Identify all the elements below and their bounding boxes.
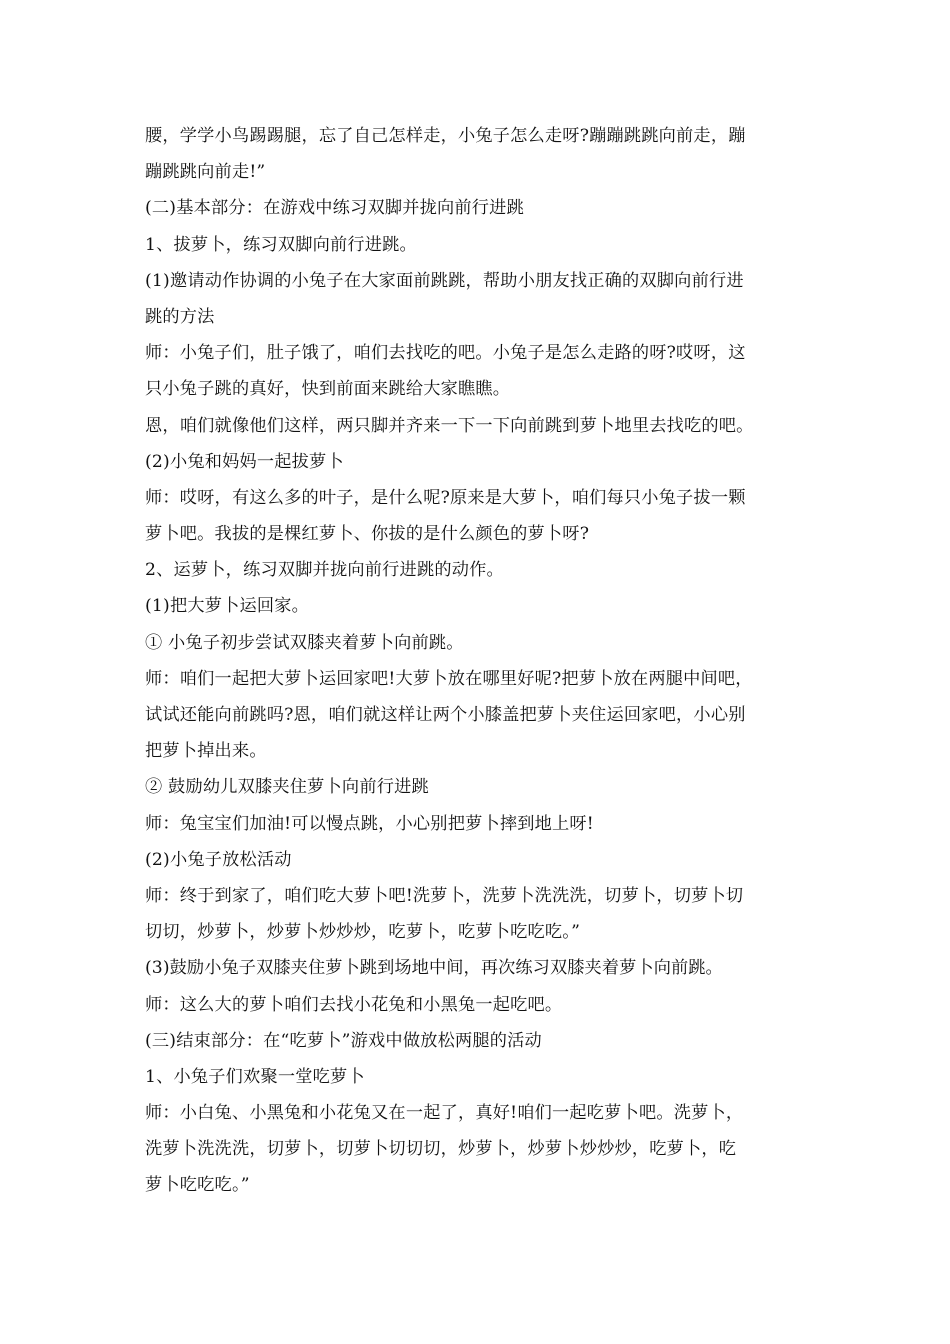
text-line: 试试还能向前跳吗?恩，咱们就这样让两个小膝盖把萝卜夹住运回家吧，小心别	[145, 705, 746, 725]
text-line: 师：这么大的萝卜咱们去找小花兔和小黑兔一起吃吧。	[145, 994, 563, 1015]
subsection-heading: 1、小兔子们欢聚一堂吃萝卜	[145, 1066, 365, 1087]
text-line: 腰，学学小鸟踢踢腿，忘了自己怎样走，小兔子怎么走呀?蹦蹦跳跳向前走，蹦	[145, 126, 746, 146]
text-line: (1)把大萝卜运回家。	[145, 596, 310, 617]
section-heading: (三)结束部分：在“吃萝卜”游戏中做放松两腿的活动	[145, 1030, 542, 1051]
text-line: 萝卜吃吃吃。”	[145, 1175, 250, 1196]
text-line: ① 小兔子初步尝试双膝夹着萝卜向前跳。	[145, 632, 464, 653]
text-line: 师：兔宝宝们加油!可以慢点跳，小心别把萝卜摔到地上呀!	[145, 813, 594, 834]
text-line: 跳的方法	[145, 306, 215, 327]
text-line: 蹦跳跳向前走!”	[145, 162, 266, 183]
text-line: 切切，炒萝卜，炒萝卜炒炒炒，吃萝卜，吃萝卜吃吃吃。”	[145, 922, 581, 943]
text-line: 师：咱们一起把大萝卜运回家吧!大萝卜放在哪里好呢?把萝卜放在两腿中间吧，	[145, 668, 753, 689]
text-line: 师：哎呀，有这么多的叶子，是什么呢?原来是大萝卜，咱们每只小兔子拔一颗	[145, 487, 746, 508]
text-line: 恩，咱们就像他们这样，两只脚并齐来一下一下向前跳到萝卜地里去找吃的吧。	[145, 415, 754, 436]
text-line: 萝卜吧。我拔的是棵红萝卜、你拔的是什么颜色的萝卜呀?	[145, 524, 590, 545]
subsection-heading: 1、拔萝卜，练习双脚向前行进跳。	[145, 234, 417, 255]
text-line: (1)邀请动作协调的小兔子在大家面前跳跳，帮助小朋友找正确的双脚向前行进	[145, 270, 744, 291]
section-heading: (二)基本部分：在游戏中练习双脚并拢向前行进跳	[145, 198, 524, 219]
text-line: (2)小兔子放松活动	[145, 849, 292, 870]
text-line: (3)鼓励小兔子双膝夹住萝卜跳到场地中间，再次练习双膝夹着萝卜向前跳。	[145, 958, 723, 979]
text-line: 洗萝卜洗洗洗，切萝卜，切萝卜切切切，炒萝卜，炒萝卜炒炒炒，吃萝卜，吃	[145, 1139, 737, 1160]
text-line: 只小兔子跳的真好，快到前面来跳给大家瞧瞧。	[145, 379, 511, 400]
subsection-heading: 2、运萝卜，练习双脚并拢向前行进跳的动作。	[145, 560, 504, 581]
text-line: 师：小白兔、小黑兔和小花兔又在一起了，真好!咱们一起吃萝卜吧。洗萝卜，	[145, 1103, 744, 1124]
text-line: 把萝卜掉出来。	[145, 741, 267, 762]
text-line: (2)小兔和妈妈一起拔萝卜	[145, 451, 344, 472]
text-line: ② 鼓励幼儿双膝夹住萝卜向前行进跳	[145, 777, 429, 798]
text-line: 师：小兔子们，肚子饿了，咱们去找吃的吧。小兔子是怎么走路的呀?哎呀，这	[145, 343, 746, 364]
text-line: 师：终于到家了，咱们吃大萝卜吧!洗萝卜，洗萝卜洗洗洗，切萝卜，切萝卜切	[145, 885, 744, 906]
document-body	[145, 118, 810, 1204]
